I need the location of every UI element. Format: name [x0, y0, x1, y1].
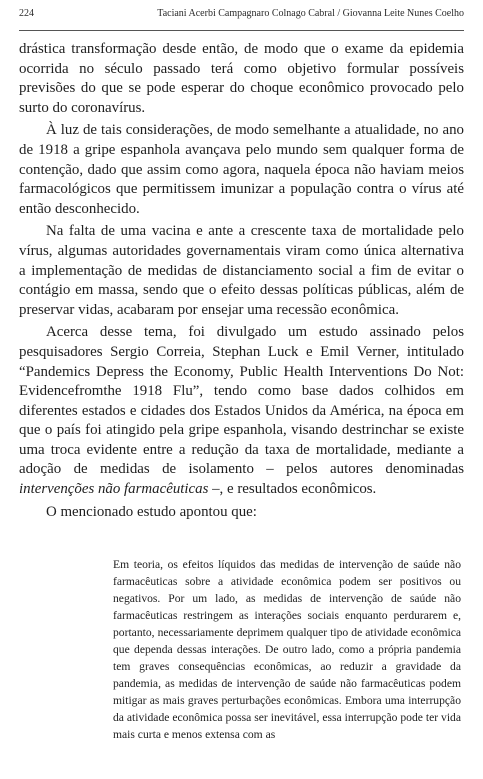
paragraph-estudo-text: Acerca desse tema, foi divulgado um estudo assinado pelos pesquisadores Sergio Correia, Stephan Luck e Emil Verner, intitulado “Pandemics Depress the Economy, Public Health Interventions Do Not: Evidencefromthe 1918 Flu”, tendo como base dados colhidos em diferentes estados e cidades dos Estados Unidos da América, na época em que o país foi atingido pela gripe espanhola, visando destrinchar se existe uma troca evidente entre a redução da taxa de mortalidade, mediante a adoção de medidas de isolamento – pelos autores denominadas [19, 324, 464, 478]
page-number: 224 [19, 8, 34, 19]
paragraph-gripe-espanhola: À luz de tais considerações, de modo semelhante a atualidade, no ano de 1918 a gripe espanhola avançava pelo mundo sem qualquer forma de contenção, dado que assim como agora, naquela época não haviam meios farmacológicos que permitissem imunizar a população contra o vírus até então desconhecido. [19, 122, 464, 217]
paragraph-quote-intro: O mencionado estudo apontou que: [46, 503, 257, 520]
running-head-authors: Taciani Acerbi Campagnaro Colnago Cabral / Giovanna Leite Nunes Coelho [157, 8, 464, 19]
running-head [19, 8, 464, 28]
header-rule [19, 30, 464, 31]
paragraph-estudo-end: –, e resultados econômicos. [208, 481, 377, 498]
paragraph-estudo [19, 323, 464, 499]
paragraph-distanciamento: Na falta de uma vacina e ante a crescente taxa de mortalidade pelo vírus, algumas autoridades governamentais viram como única alternativa a implementação de medidas de distanciamento social a fim de evitar o contágio em massa, sendo que o efeito dessas políticas públicas, além de preservar vidas, acabaram por ensejar uma recessão econômica. [19, 223, 464, 318]
paragraph-continued: drástica transformação desde então, de modo que o exame da epidemia ocorrida no século passado terá como objetivo formular possíveis previsões do que se pode esperar do choque econômico provocado pelo surto do coronavírus. [19, 41, 464, 116]
block-quote: Em teoria, os efeitos líquidos das medidas de intervenção de saúde não farmacêuticas sobre a atividade econômica podem ser positivos ou negativos. Por um lado, as medidas de intervenção de saúde não farmacêuticas restringem as interações sociais enquanto perdurarem e, portanto, necessariamente deprimem qualquer tipo de atividade econômica que dependa dessas interações. De outro lado, como a própria pandemia tem graves consequências econômicas, ao reduzir a gravidade da pandemia, as medidas de intervenção de saúde não farmacêuticas podem mitigar as mais graves perturbações econômicas. Embora uma interrupção da atividade econômica possa ser inevitável, essa interrupção pode ter vida mais curta e menos extensa com as [113, 558, 461, 742]
body-text [19, 40, 464, 525]
italic-term: intervenções não farmacêuticas [19, 481, 209, 498]
